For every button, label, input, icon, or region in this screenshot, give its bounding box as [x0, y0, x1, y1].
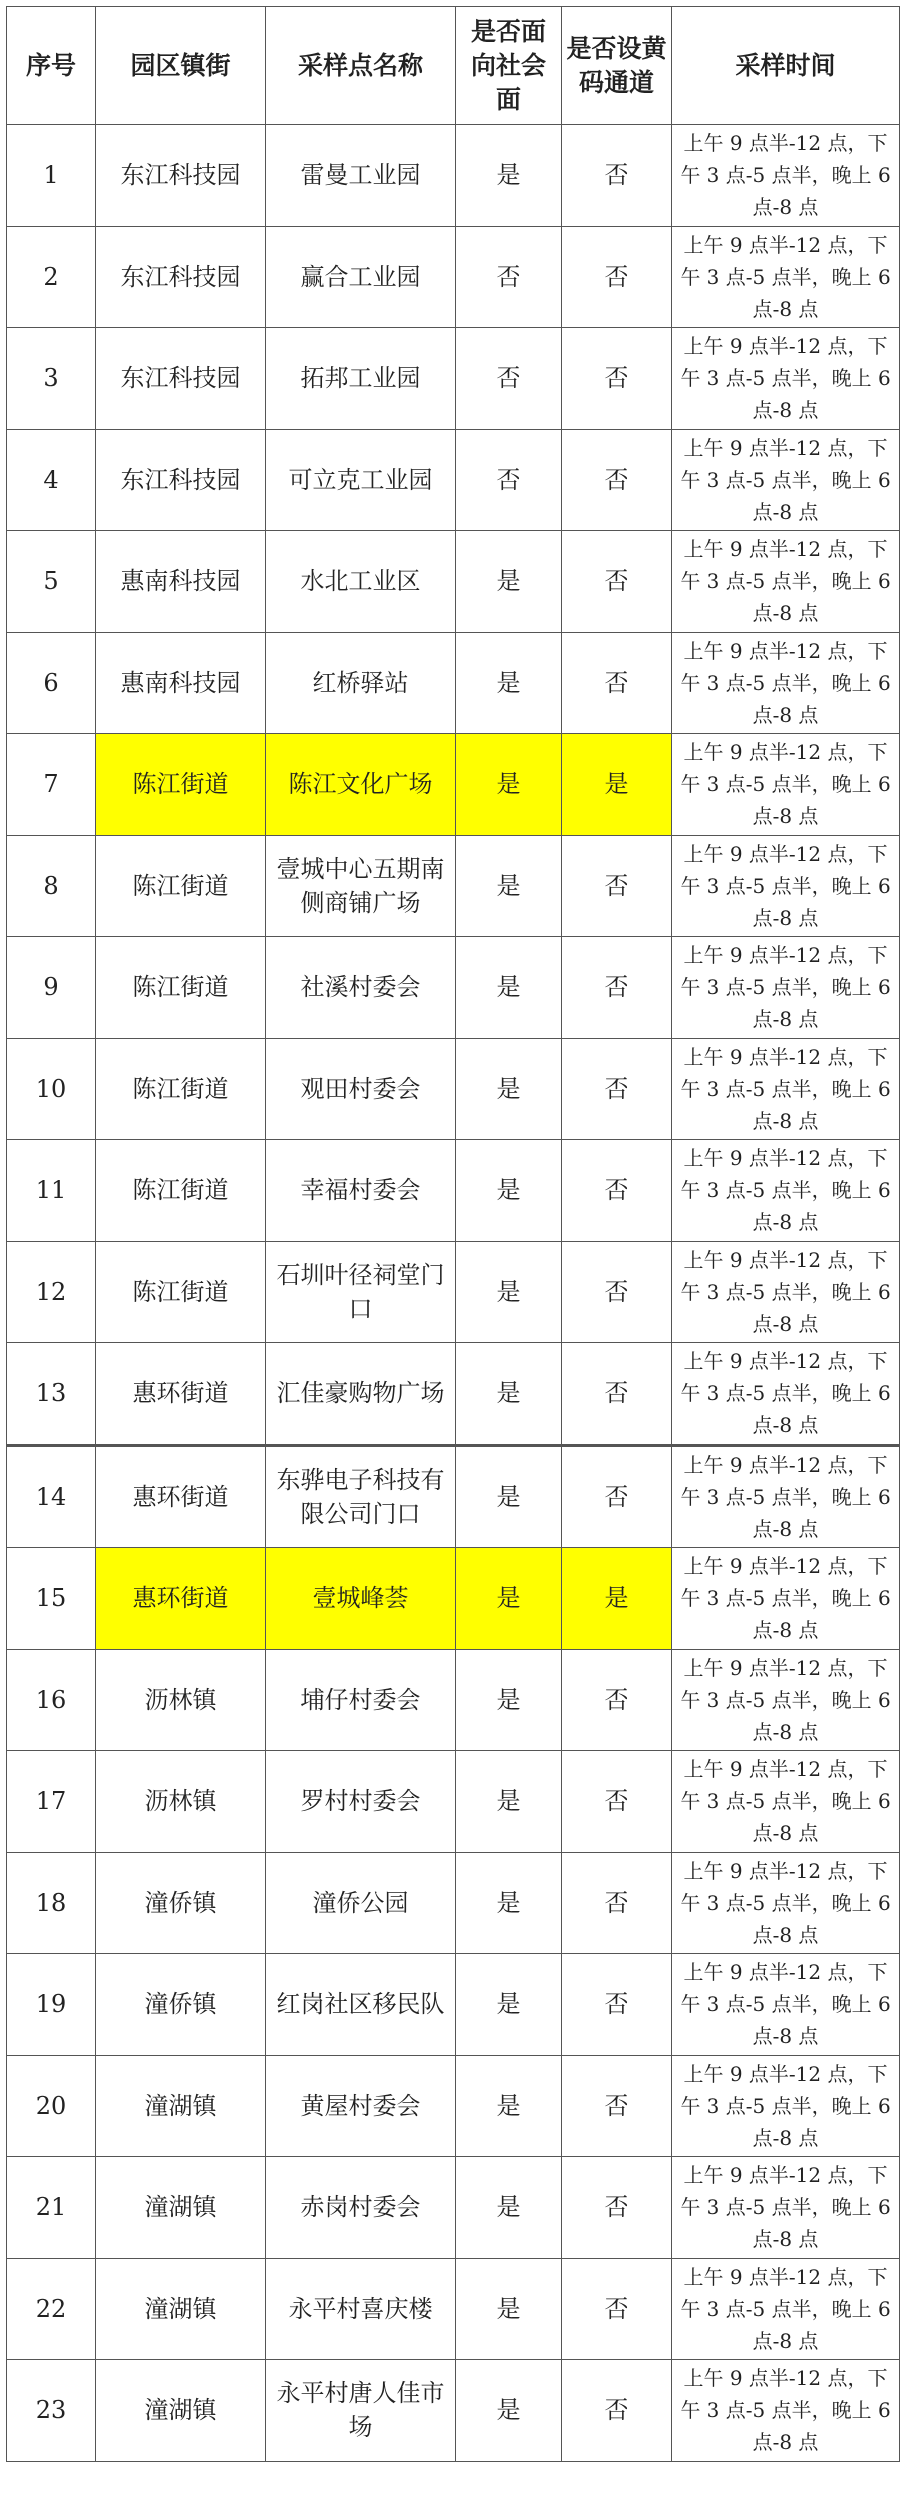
table-row	[7, 125, 900, 227]
cell-time: 上午 9 点半-12 点，下午 3 点-5 点半，晚上 6 点-8 点	[672, 2360, 900, 2462]
cell-yellow: 是	[562, 734, 672, 836]
cell-yellow: 是	[562, 1548, 672, 1650]
cell-time: 上午 9 点半-12 点，下午 3 点-5 点半，晚上 6 点-8 点	[672, 429, 900, 531]
cell-district: 东江科技园	[96, 125, 266, 227]
cell-yellow: 否	[562, 429, 672, 531]
cell-seq: 3	[7, 328, 96, 430]
table-row	[7, 2055, 900, 2157]
cell-time: 上午 9 点半-12 点，下午 3 点-5 点半，晚上 6 点-8 点	[672, 125, 900, 227]
cell-yellow: 否	[562, 2055, 672, 2157]
cell-public: 是	[456, 1751, 562, 1853]
cell-public: 否	[456, 328, 562, 430]
cell-time: 上午 9 点半-12 点，下午 3 点-5 点半，晚上 6 点-8 点	[672, 1954, 900, 2056]
header-yellow: 是否设黄码通道	[562, 7, 672, 125]
cell-district: 惠南科技园	[96, 531, 266, 633]
table-row	[7, 1852, 900, 1954]
cell-time: 上午 9 点半-12 点，下午 3 点-5 点半，晚上 6 点-8 点	[672, 1038, 900, 1140]
cell-yellow: 否	[562, 1649, 672, 1751]
cell-seq: 16	[7, 1649, 96, 1751]
table-row	[7, 1343, 900, 1446]
cell-district: 陈江街道	[96, 835, 266, 937]
table-row	[7, 1751, 900, 1853]
cell-public: 是	[456, 2360, 562, 2462]
cell-time: 上午 9 点半-12 点，下午 3 点-5 点半，晚上 6 点-8 点	[672, 1548, 900, 1650]
cell-time: 上午 9 点半-12 点，下午 3 点-5 点半，晚上 6 点-8 点	[672, 1751, 900, 1853]
cell-seq: 17	[7, 1751, 96, 1853]
cell-public: 是	[456, 2157, 562, 2259]
cell-seq: 1	[7, 125, 96, 227]
cell-site: 黄屋村委会	[266, 2055, 456, 2157]
cell-public: 是	[456, 531, 562, 633]
cell-public: 是	[456, 125, 562, 227]
cell-district: 东江科技园	[96, 328, 266, 430]
cell-public: 是	[456, 1241, 562, 1343]
table-row	[7, 226, 900, 328]
cell-time: 上午 9 点半-12 点，下午 3 点-5 点半，晚上 6 点-8 点	[672, 1852, 900, 1954]
cell-seq: 15	[7, 1548, 96, 1650]
cell-yellow: 否	[562, 632, 672, 734]
cell-seq: 5	[7, 531, 96, 633]
cell-public: 是	[456, 2055, 562, 2157]
cell-yellow: 否	[562, 937, 672, 1039]
cell-time: 上午 9 点半-12 点，下午 3 点-5 点半，晚上 6 点-8 点	[672, 328, 900, 430]
cell-district: 惠南科技园	[96, 632, 266, 734]
cell-seq: 14	[7, 1445, 96, 1548]
cell-district: 惠环街道	[96, 1548, 266, 1650]
cell-seq: 22	[7, 2258, 96, 2360]
table-row	[7, 937, 900, 1039]
cell-site: 东骅电子科技有限公司门口	[266, 1445, 456, 1548]
cell-site: 拓邦工业园	[266, 328, 456, 430]
header-district: 园区镇街	[96, 7, 266, 125]
cell-public: 否	[456, 226, 562, 328]
cell-yellow: 否	[562, 1954, 672, 2056]
cell-yellow: 否	[562, 531, 672, 633]
cell-public: 是	[456, 2258, 562, 2360]
cell-seq: 20	[7, 2055, 96, 2157]
cell-site: 赢合工业园	[266, 226, 456, 328]
cell-district: 陈江街道	[96, 1140, 266, 1242]
table-row	[7, 2157, 900, 2259]
header-site: 采样点名称	[266, 7, 456, 125]
cell-time: 上午 9 点半-12 点，下午 3 点-5 点半，晚上 6 点-8 点	[672, 632, 900, 734]
cell-time: 上午 9 点半-12 点，下午 3 点-5 点半，晚上 6 点-8 点	[672, 1140, 900, 1242]
table-row	[7, 531, 900, 633]
cell-time: 上午 9 点半-12 点，下午 3 点-5 点半，晚上 6 点-8 点	[672, 1343, 900, 1446]
table-row	[7, 1038, 900, 1140]
cell-district: 潼侨镇	[96, 1852, 266, 1954]
cell-time: 上午 9 点半-12 点，下午 3 点-5 点半，晚上 6 点-8 点	[672, 226, 900, 328]
cell-site: 陈江文化广场	[266, 734, 456, 836]
table-body	[7, 125, 900, 2462]
cell-public: 是	[456, 1954, 562, 2056]
cell-public: 是	[456, 1649, 562, 1751]
cell-site: 可立克工业园	[266, 429, 456, 531]
cell-site: 赤岗村委会	[266, 2157, 456, 2259]
cell-yellow: 否	[562, 1852, 672, 1954]
table-header-row	[7, 7, 900, 125]
cell-public: 否	[456, 429, 562, 531]
cell-seq: 8	[7, 835, 96, 937]
cell-time: 上午 9 点半-12 点，下午 3 点-5 点半，晚上 6 点-8 点	[672, 835, 900, 937]
cell-site: 红桥驿站	[266, 632, 456, 734]
cell-district: 惠环街道	[96, 1343, 266, 1446]
cell-yellow: 否	[562, 226, 672, 328]
table-row	[7, 734, 900, 836]
cell-yellow: 否	[562, 835, 672, 937]
cell-district: 潼湖镇	[96, 2055, 266, 2157]
cell-site: 观田村委会	[266, 1038, 456, 1140]
cell-site: 社溪村委会	[266, 937, 456, 1039]
cell-public: 是	[456, 835, 562, 937]
cell-public: 是	[456, 1343, 562, 1446]
cell-district: 陈江街道	[96, 937, 266, 1039]
cell-time: 上午 9 点半-12 点，下午 3 点-5 点半，晚上 6 点-8 点	[672, 2055, 900, 2157]
cell-public: 是	[456, 632, 562, 734]
cell-public: 是	[456, 1038, 562, 1140]
cell-public: 是	[456, 1852, 562, 1954]
table-row	[7, 835, 900, 937]
table-row	[7, 1140, 900, 1242]
cell-district: 潼湖镇	[96, 2360, 266, 2462]
cell-site: 幸福村委会	[266, 1140, 456, 1242]
cell-district: 惠环街道	[96, 1445, 266, 1548]
cell-public: 是	[456, 1548, 562, 1650]
cell-public: 是	[456, 937, 562, 1039]
cell-seq: 18	[7, 1852, 96, 1954]
cell-site: 水北工业区	[266, 531, 456, 633]
table-row	[7, 1954, 900, 2056]
cell-site: 红岗社区移民队	[266, 1954, 456, 2056]
cell-district: 东江科技园	[96, 429, 266, 531]
cell-yellow: 否	[562, 1343, 672, 1446]
table-row	[7, 2360, 900, 2462]
sampling-sites-table	[6, 6, 900, 2462]
cell-seq: 21	[7, 2157, 96, 2259]
cell-yellow: 否	[562, 125, 672, 227]
cell-time: 上午 9 点半-12 点，下午 3 点-5 点半，晚上 6 点-8 点	[672, 2157, 900, 2259]
table-row	[7, 328, 900, 430]
cell-seq: 6	[7, 632, 96, 734]
cell-site: 壹城峰荟	[266, 1548, 456, 1650]
cell-time: 上午 9 点半-12 点，下午 3 点-5 点半，晚上 6 点-8 点	[672, 531, 900, 633]
cell-site: 壹城中心五期南侧商铺广场	[266, 835, 456, 937]
header-time: 采样时间	[672, 7, 900, 125]
cell-seq: 4	[7, 429, 96, 531]
cell-site: 罗村村委会	[266, 1751, 456, 1853]
cell-site: 永平村喜庆楼	[266, 2258, 456, 2360]
sampling-sites-table-container	[6, 6, 900, 2462]
cell-public: 是	[456, 1140, 562, 1242]
cell-site: 永平村唐人佳市场	[266, 2360, 456, 2462]
cell-district: 潼湖镇	[96, 2258, 266, 2360]
cell-district: 陈江街道	[96, 734, 266, 836]
cell-district: 陈江街道	[96, 1038, 266, 1140]
cell-district: 陈江街道	[96, 1241, 266, 1343]
cell-yellow: 否	[562, 1241, 672, 1343]
cell-site: 潼侨公园	[266, 1852, 456, 1954]
cell-site: 埔仔村委会	[266, 1649, 456, 1751]
cell-public: 是	[456, 1445, 562, 1548]
cell-time: 上午 9 点半-12 点，下午 3 点-5 点半，晚上 6 点-8 点	[672, 1241, 900, 1343]
cell-district: 沥林镇	[96, 1649, 266, 1751]
cell-district: 沥林镇	[96, 1751, 266, 1853]
cell-seq: 19	[7, 1954, 96, 2056]
table-row	[7, 1241, 900, 1343]
cell-yellow: 否	[562, 1445, 672, 1548]
cell-district: 东江科技园	[96, 226, 266, 328]
cell-time: 上午 9 点半-12 点，下午 3 点-5 点半，晚上 6 点-8 点	[672, 2258, 900, 2360]
cell-site: 汇佳豪购物广场	[266, 1343, 456, 1446]
cell-seq: 2	[7, 226, 96, 328]
table-row	[7, 2258, 900, 2360]
cell-site: 雷曼工业园	[266, 125, 456, 227]
table-row	[7, 632, 900, 734]
cell-seq: 11	[7, 1140, 96, 1242]
cell-yellow: 否	[562, 328, 672, 430]
cell-public: 是	[456, 734, 562, 836]
table-row	[7, 429, 900, 531]
table-row	[7, 1548, 900, 1650]
cell-seq: 13	[7, 1343, 96, 1446]
cell-district: 潼湖镇	[96, 2157, 266, 2259]
cell-yellow: 否	[562, 1140, 672, 1242]
cell-yellow: 否	[562, 2360, 672, 2462]
cell-seq: 10	[7, 1038, 96, 1140]
cell-time: 上午 9 点半-12 点，下午 3 点-5 点半，晚上 6 点-8 点	[672, 1445, 900, 1548]
cell-seq: 7	[7, 734, 96, 836]
cell-yellow: 否	[562, 1038, 672, 1140]
table-row	[7, 1445, 900, 1548]
cell-time: 上午 9 点半-12 点，下午 3 点-5 点半，晚上 6 点-8 点	[672, 734, 900, 836]
cell-yellow: 否	[562, 2157, 672, 2259]
cell-time: 上午 9 点半-12 点，下午 3 点-5 点半，晚上 6 点-8 点	[672, 937, 900, 1039]
cell-yellow: 否	[562, 2258, 672, 2360]
cell-yellow: 否	[562, 1751, 672, 1853]
cell-seq: 9	[7, 937, 96, 1039]
header-public: 是否面向社会面	[456, 7, 562, 125]
cell-district: 潼侨镇	[96, 1954, 266, 2056]
cell-site: 石圳叶径祠堂门口	[266, 1241, 456, 1343]
cell-time: 上午 9 点半-12 点，下午 3 点-5 点半，晚上 6 点-8 点	[672, 1649, 900, 1751]
cell-seq: 23	[7, 2360, 96, 2462]
header-seq: 序号	[7, 7, 96, 125]
table-row	[7, 1649, 900, 1751]
cell-seq: 12	[7, 1241, 96, 1343]
